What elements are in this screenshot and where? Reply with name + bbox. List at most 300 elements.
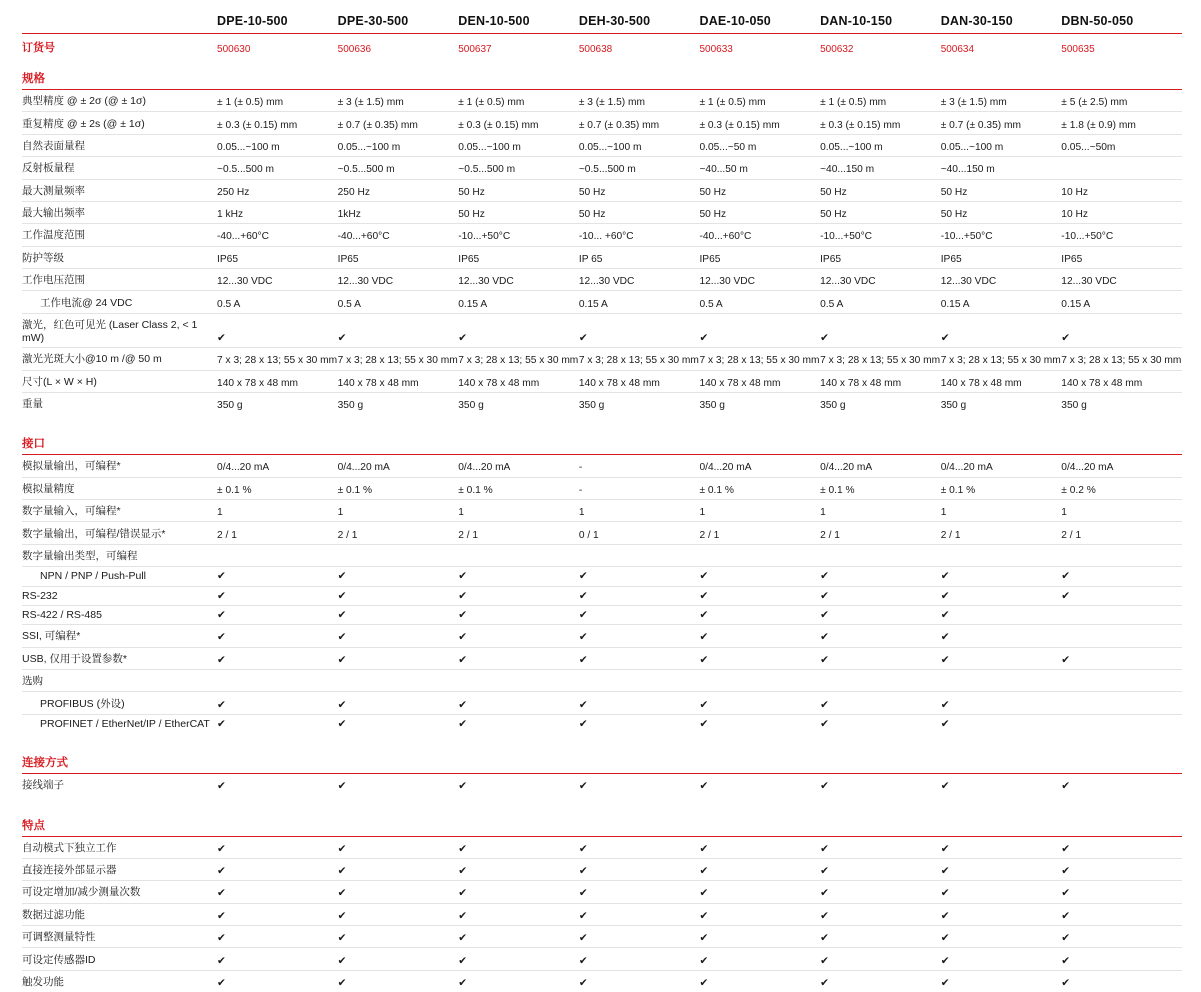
cell-value[interactable]: ± 0.3 (± 0.15) mm bbox=[458, 112, 579, 134]
cell-value[interactable]: 0 / 1 bbox=[579, 522, 700, 544]
cell-value[interactable] bbox=[941, 926, 1062, 948]
cell-value[interactable]: ± 0.1 % bbox=[217, 477, 338, 499]
cell-value[interactable] bbox=[217, 313, 338, 347]
row-label[interactable]: 直接连接外部显示器 bbox=[22, 858, 217, 880]
cell-value[interactable]: 140 x 78 x 48 mm bbox=[458, 370, 579, 392]
cell-value[interactable] bbox=[579, 903, 700, 925]
cell-value[interactable]: IP65 bbox=[699, 246, 820, 268]
column-header-model[interactable]: DEN-10-500 bbox=[458, 14, 579, 34]
cell-value[interactable] bbox=[820, 625, 941, 647]
cell-value[interactable]: 0.05...~100 m bbox=[217, 134, 338, 156]
cell-value[interactable] bbox=[941, 858, 1062, 880]
section-title[interactable]: 规格 bbox=[22, 61, 217, 90]
cell-value[interactable]: -10... +60°C bbox=[579, 224, 700, 246]
cell-value[interactable] bbox=[579, 948, 700, 970]
cell-value[interactable]: ± 1.8 (± 0.9) mm bbox=[1061, 112, 1182, 134]
cell-value[interactable] bbox=[1061, 313, 1182, 347]
order-number-value[interactable]: 500636 bbox=[337, 44, 372, 55]
cell-value[interactable]: 350 g bbox=[1061, 400, 1087, 412]
cell-value[interactable] bbox=[579, 692, 700, 714]
cell-value[interactable] bbox=[699, 836, 820, 858]
row-label[interactable]: 重复精度 @ ± 2s (@ ± 1σ) bbox=[22, 112, 217, 134]
section-header-filler[interactable] bbox=[579, 745, 700, 774]
cell-value[interactable] bbox=[820, 567, 941, 586]
cell-value[interactable] bbox=[338, 836, 459, 858]
cell-value[interactable]: ± 0.3 (± 0.15) mm bbox=[217, 112, 338, 134]
cell-value[interactable]: 7 x 3; 28 x 13; 55 x 30 mm bbox=[1061, 348, 1182, 370]
row-label[interactable]: 数据过滤功能 bbox=[22, 903, 217, 925]
row-label[interactable]: 数字量输出，可编程/错误显示* bbox=[22, 522, 217, 544]
cell-value[interactable]: IP 65 bbox=[579, 246, 700, 268]
cell-value[interactable]: 7 x 3; 28 x 13; 55 x 30 mm bbox=[579, 348, 700, 370]
cell-value[interactable] bbox=[820, 881, 941, 903]
section-header-filler[interactable] bbox=[941, 426, 1062, 455]
cell-value[interactable] bbox=[458, 903, 579, 925]
cell-value[interactable] bbox=[338, 970, 459, 992]
cell-value[interactable] bbox=[699, 881, 820, 903]
cell-value[interactable]: ~40...150 m bbox=[941, 157, 1062, 179]
cell-value[interactable]: 50 Hz bbox=[579, 201, 700, 223]
cell-value[interactable] bbox=[579, 774, 700, 796]
cell-value[interactable] bbox=[699, 774, 820, 796]
cell-value[interactable] bbox=[699, 586, 820, 605]
section-header-filler[interactable] bbox=[338, 808, 459, 837]
section-header-filler[interactable] bbox=[338, 745, 459, 774]
cell-value[interactable]: ± 0.1 % bbox=[338, 477, 459, 499]
cell-value[interactable] bbox=[338, 903, 459, 925]
cell-value[interactable] bbox=[941, 313, 1062, 347]
cell-value[interactable] bbox=[1061, 948, 1182, 970]
cell-value[interactable] bbox=[579, 544, 700, 566]
row-label[interactable]: 最大测量频率 bbox=[22, 179, 217, 201]
cell-value[interactable]: 0/4...20 mA bbox=[1061, 455, 1182, 477]
row-label[interactable]: 触发功能 bbox=[22, 975, 64, 988]
row-label[interactable]: PROFINET / EtherNet/IP / EtherCAT bbox=[40, 717, 210, 730]
cell-value[interactable]: 1 bbox=[699, 500, 820, 522]
cell-value[interactable]: ~40...50 m bbox=[699, 157, 820, 179]
cell-value[interactable] bbox=[338, 625, 459, 647]
cell-value[interactable] bbox=[1061, 858, 1182, 880]
cell-value[interactable] bbox=[338, 948, 459, 970]
row-label[interactable]: 典型精度 @ ± 2σ (@ ± 1σ) bbox=[22, 90, 217, 112]
cell-value[interactable]: 0/4...20 mA bbox=[699, 455, 820, 477]
cell-value[interactable] bbox=[941, 586, 1062, 605]
cell-value[interactable]: 50 Hz bbox=[579, 179, 700, 201]
row-label-order-number[interactable]: 订货号 bbox=[22, 42, 55, 54]
section-header-filler[interactable] bbox=[820, 808, 941, 837]
cell-value[interactable]: 12...30 VDC bbox=[579, 269, 700, 291]
cell-value[interactable]: 0/4...20 mA bbox=[820, 455, 941, 477]
cell-value[interactable]: 50 Hz bbox=[941, 201, 1062, 223]
cell-value[interactable] bbox=[338, 774, 459, 796]
cell-value[interactable] bbox=[458, 948, 579, 970]
cell-value[interactable]: 50 Hz bbox=[820, 179, 941, 201]
section-header-filler[interactable] bbox=[458, 808, 579, 837]
cell-value[interactable] bbox=[1061, 926, 1182, 948]
row-label[interactable]: 数字量输出类型，可编程 bbox=[22, 544, 217, 566]
cell-value[interactable]: 0.5 A bbox=[699, 291, 820, 313]
cell-value[interactable] bbox=[338, 670, 459, 692]
cell-value[interactable]: 50 Hz bbox=[699, 201, 820, 223]
cell-value[interactable] bbox=[699, 714, 820, 733]
cell-value[interactable] bbox=[820, 774, 941, 796]
cell-value[interactable]: - bbox=[579, 455, 700, 477]
cell-value[interactable]: 12...30 VDC bbox=[458, 269, 579, 291]
cell-value[interactable] bbox=[1061, 157, 1182, 179]
cell-value[interactable] bbox=[338, 567, 459, 586]
cell-value[interactable]: 12...30 VDC bbox=[699, 269, 820, 291]
cell-value[interactable]: 0.05...~100 m bbox=[941, 134, 1062, 156]
cell-value[interactable] bbox=[820, 714, 941, 733]
cell-value[interactable] bbox=[820, 836, 941, 858]
cell-value[interactable] bbox=[217, 692, 338, 714]
section-header-filler[interactable] bbox=[579, 61, 700, 90]
section-header-filler[interactable] bbox=[699, 745, 820, 774]
cell-value[interactable]: 1 kHz bbox=[217, 201, 338, 223]
cell-value[interactable]: 0.05...~100 m bbox=[579, 134, 700, 156]
cell-value[interactable]: 50 Hz bbox=[699, 179, 820, 201]
cell-value[interactable]: ± 1 (± 0.5) mm bbox=[820, 90, 941, 112]
cell-value[interactable] bbox=[458, 313, 579, 347]
cell-value[interactable]: - bbox=[579, 477, 700, 499]
row-label[interactable]: SSI, 可编程* bbox=[22, 625, 217, 647]
cell-value[interactable]: 10 Hz bbox=[1061, 179, 1182, 201]
cell-value[interactable]: -10...+50°C bbox=[820, 224, 941, 246]
cell-value[interactable]: IP65 bbox=[820, 246, 941, 268]
cell-value[interactable] bbox=[579, 970, 700, 992]
cell-value[interactable]: 350 g bbox=[820, 400, 846, 412]
cell-value[interactable] bbox=[820, 903, 941, 925]
cell-value[interactable] bbox=[1061, 692, 1182, 714]
cell-value[interactable] bbox=[579, 881, 700, 903]
cell-value[interactable] bbox=[699, 670, 820, 692]
cell-value[interactable] bbox=[941, 881, 1062, 903]
cell-value[interactable] bbox=[458, 647, 579, 669]
order-number-value[interactable]: 500632 bbox=[820, 44, 854, 55]
cell-value[interactable]: ± 0.1 % bbox=[820, 477, 941, 499]
cell-value[interactable] bbox=[820, 313, 941, 347]
cell-value[interactable]: ~0.5...500 m bbox=[338, 157, 459, 179]
row-label[interactable]: 可设定传感器ID bbox=[22, 948, 217, 970]
section-header-filler[interactable] bbox=[699, 426, 820, 455]
cell-value[interactable] bbox=[217, 858, 338, 880]
cell-value[interactable]: ~0.5...500 m bbox=[579, 157, 700, 179]
cell-value[interactable]: 12...30 VDC bbox=[217, 269, 338, 291]
section-header-filler[interactable] bbox=[579, 808, 700, 837]
cell-value[interactable] bbox=[458, 692, 579, 714]
cell-value[interactable] bbox=[820, 926, 941, 948]
cell-value[interactable] bbox=[699, 313, 820, 347]
cell-value[interactable] bbox=[458, 774, 579, 796]
cell-value[interactable] bbox=[941, 567, 1062, 586]
cell-value[interactable]: 12...30 VDC bbox=[338, 269, 459, 291]
cell-value[interactable]: IP65 bbox=[217, 246, 338, 268]
cell-value[interactable]: 2 / 1 bbox=[1061, 522, 1182, 544]
cell-value[interactable] bbox=[579, 858, 700, 880]
cell-value[interactable]: 12...30 VDC bbox=[1061, 269, 1182, 291]
cell-value[interactable] bbox=[579, 625, 700, 647]
cell-value[interactable] bbox=[941, 948, 1062, 970]
row-label[interactable]: 工作电压范围 bbox=[22, 269, 217, 291]
cell-value[interactable]: ± 0.1 % bbox=[458, 477, 579, 499]
cell-value[interactable] bbox=[458, 836, 579, 858]
cell-value[interactable] bbox=[941, 692, 1062, 714]
cell-value[interactable] bbox=[217, 714, 338, 733]
section-header-filler[interactable] bbox=[941, 745, 1062, 774]
cell-value[interactable]: 50 Hz bbox=[458, 179, 579, 201]
cell-value[interactable]: ± 0.1 % bbox=[699, 477, 820, 499]
cell-value[interactable]: ± 0.3 (± 0.15) mm bbox=[699, 112, 820, 134]
cell-value[interactable] bbox=[699, 948, 820, 970]
cell-value[interactable]: 7 x 3; 28 x 13; 55 x 30 mm bbox=[941, 348, 1062, 370]
cell-value[interactable]: ± 3 (± 1.5) mm bbox=[338, 90, 459, 112]
cell-value[interactable] bbox=[217, 625, 338, 647]
cell-value[interactable] bbox=[338, 881, 459, 903]
cell-value[interactable] bbox=[338, 858, 459, 880]
cell-value[interactable]: 2 / 1 bbox=[338, 522, 459, 544]
cell-value[interactable] bbox=[458, 926, 579, 948]
cell-value[interactable] bbox=[338, 544, 459, 566]
cell-value[interactable]: 2 / 1 bbox=[699, 522, 820, 544]
row-label[interactable]: 激光，红色可见光 (Laser Class 2, < 1 mW) bbox=[22, 313, 217, 347]
cell-value[interactable]: 0/4...20 mA bbox=[458, 455, 579, 477]
cell-value[interactable]: 0.5 A bbox=[338, 291, 459, 313]
column-header-model[interactable]: DPE-30-500 bbox=[338, 14, 459, 34]
cell-value[interactable] bbox=[579, 605, 700, 624]
cell-value[interactable] bbox=[941, 836, 1062, 858]
cell-value[interactable]: 0.15 A bbox=[458, 291, 579, 313]
cell-value[interactable]: -10...+50°C bbox=[458, 224, 579, 246]
cell-value[interactable] bbox=[579, 670, 700, 692]
cell-value[interactable] bbox=[820, 605, 941, 624]
cell-value[interactable]: 1 bbox=[458, 500, 579, 522]
cell-value[interactable]: 0.05...~100 m bbox=[820, 134, 941, 156]
cell-value[interactable]: ~0.5...500 m bbox=[458, 157, 579, 179]
row-label[interactable]: 自然表面量程 bbox=[22, 134, 217, 156]
cell-value[interactable] bbox=[458, 858, 579, 880]
cell-value[interactable] bbox=[941, 970, 1062, 992]
cell-value[interactable] bbox=[1061, 647, 1182, 669]
cell-value[interactable]: ± 0.3 (± 0.15) mm bbox=[820, 112, 941, 134]
cell-value[interactable]: -10...+50°C bbox=[941, 224, 1062, 246]
cell-value[interactable] bbox=[458, 544, 579, 566]
cell-value[interactable] bbox=[579, 567, 700, 586]
cell-value[interactable]: 0.05...~100 m bbox=[338, 134, 459, 156]
cell-value[interactable]: 50 Hz bbox=[820, 201, 941, 223]
cell-value[interactable] bbox=[1061, 774, 1182, 796]
cell-value[interactable]: 50 Hz bbox=[941, 179, 1062, 201]
cell-value[interactable] bbox=[458, 586, 579, 605]
cell-value[interactable]: -10...+50°C bbox=[1061, 224, 1182, 246]
row-label[interactable]: 最大输出频率 bbox=[22, 201, 217, 223]
cell-value[interactable] bbox=[458, 970, 579, 992]
section-title[interactable]: 特点 bbox=[22, 808, 217, 837]
section-header-filler[interactable] bbox=[458, 745, 579, 774]
cell-value[interactable] bbox=[458, 567, 579, 586]
cell-value[interactable]: 140 x 78 x 48 mm bbox=[217, 370, 338, 392]
column-header-model[interactable]: DEH-30-500 bbox=[579, 14, 700, 34]
cell-value[interactable] bbox=[820, 692, 941, 714]
cell-value[interactable]: 7 x 3; 28 x 13; 55 x 30 mm bbox=[820, 348, 941, 370]
cell-value[interactable] bbox=[1061, 836, 1182, 858]
cell-value[interactable]: ± 0.1 % bbox=[941, 477, 1062, 499]
cell-value[interactable]: 12...30 VDC bbox=[820, 269, 941, 291]
cell-value[interactable]: 10 Hz bbox=[1061, 201, 1182, 223]
row-label[interactable]: 接线端子 bbox=[22, 779, 64, 792]
cell-value[interactable] bbox=[217, 586, 338, 605]
cell-value[interactable] bbox=[1061, 881, 1182, 903]
cell-value[interactable]: 0.5 A bbox=[217, 291, 338, 313]
cell-value[interactable] bbox=[941, 670, 1062, 692]
section-header-filler[interactable] bbox=[820, 61, 941, 90]
cell-value[interactable]: 350 g bbox=[458, 400, 484, 412]
cell-value[interactable] bbox=[820, 948, 941, 970]
column-header-spec[interactable] bbox=[22, 14, 217, 34]
cell-value[interactable] bbox=[338, 692, 459, 714]
order-number-value[interactable]: 500637 bbox=[458, 44, 492, 55]
column-header-model[interactable]: DAE-10-050 bbox=[699, 14, 820, 34]
row-label[interactable]: 激光光斑大小@10 m /@ 50 m bbox=[22, 348, 217, 370]
cell-value[interactable] bbox=[217, 903, 338, 925]
cell-value[interactable]: 1 bbox=[579, 500, 700, 522]
cell-value[interactable]: 2 / 1 bbox=[820, 522, 941, 544]
cell-value[interactable]: 2 / 1 bbox=[217, 522, 338, 544]
order-number-value[interactable]: 500633 bbox=[699, 44, 733, 55]
cell-value[interactable] bbox=[458, 670, 579, 692]
cell-value[interactable] bbox=[1061, 970, 1182, 992]
cell-value[interactable] bbox=[1061, 670, 1182, 692]
cell-value[interactable] bbox=[1061, 567, 1182, 586]
cell-value[interactable] bbox=[699, 625, 820, 647]
order-number-value[interactable]: 500630 bbox=[217, 44, 251, 55]
cell-value[interactable]: 1 bbox=[820, 500, 941, 522]
cell-value[interactable] bbox=[338, 586, 459, 605]
section-header-filler[interactable] bbox=[458, 426, 579, 455]
cell-value[interactable] bbox=[217, 970, 338, 992]
section-header-filler[interactable] bbox=[1061, 426, 1182, 455]
section-header-filler[interactable] bbox=[820, 745, 941, 774]
cell-value[interactable] bbox=[941, 625, 1062, 647]
cell-value[interactable] bbox=[820, 586, 941, 605]
row-label[interactable]: 模拟量输出，可编程* bbox=[22, 455, 217, 477]
cell-value[interactable]: ~0.5...500 m bbox=[217, 157, 338, 179]
row-label[interactable]: 可设定增加/减少测量次数 bbox=[22, 881, 217, 903]
cell-value[interactable] bbox=[941, 605, 1062, 624]
section-header-filler[interactable] bbox=[699, 808, 820, 837]
row-label[interactable]: 反射板量程 bbox=[22, 157, 217, 179]
section-header-filler[interactable] bbox=[699, 61, 820, 90]
row-label[interactable]: 数字量输入，可编程* bbox=[22, 500, 217, 522]
section-header-filler[interactable] bbox=[217, 808, 338, 837]
cell-value[interactable]: 2 / 1 bbox=[458, 522, 579, 544]
row-label[interactable]: RS-232 bbox=[22, 586, 217, 605]
cell-value[interactable]: 7 x 3; 28 x 13; 55 x 30 mm bbox=[338, 348, 459, 370]
cell-value[interactable]: 1kHz bbox=[338, 201, 459, 223]
cell-value[interactable]: -40...+60°C bbox=[338, 224, 459, 246]
row-label[interactable]: 模拟量精度 bbox=[22, 477, 217, 499]
cell-value[interactable]: 350 g bbox=[699, 400, 725, 412]
cell-value[interactable]: 50 Hz bbox=[458, 201, 579, 223]
cell-value[interactable] bbox=[579, 836, 700, 858]
cell-value[interactable]: ± 0.7 (± 0.35) mm bbox=[579, 112, 700, 134]
row-label[interactable]: 选购 bbox=[22, 670, 217, 692]
section-header-filler[interactable] bbox=[458, 61, 579, 90]
cell-value[interactable] bbox=[217, 774, 338, 796]
section-header-filler[interactable] bbox=[820, 426, 941, 455]
cell-value[interactable]: IP65 bbox=[458, 246, 579, 268]
cell-value[interactable]: 0.15 A bbox=[1061, 291, 1182, 313]
cell-value[interactable] bbox=[458, 625, 579, 647]
cell-value[interactable] bbox=[458, 714, 579, 733]
cell-value[interactable]: 250 Hz bbox=[217, 179, 338, 201]
cell-value[interactable] bbox=[458, 605, 579, 624]
row-label[interactable]: 可调整测量特性 bbox=[22, 926, 217, 948]
cell-value[interactable]: 0.05...~50 m bbox=[699, 134, 820, 156]
cell-value[interactable]: 0.05...~50m bbox=[1061, 134, 1182, 156]
cell-value[interactable] bbox=[699, 970, 820, 992]
column-header-model[interactable]: DAN-30-150 bbox=[941, 14, 1062, 34]
order-number-value[interactable]: 500638 bbox=[578, 44, 613, 55]
cell-value[interactable]: ~40...150 m bbox=[820, 157, 941, 179]
cell-value[interactable]: -40...+60°C bbox=[699, 224, 820, 246]
cell-value[interactable] bbox=[217, 647, 338, 669]
row-label[interactable]: 防护等级 bbox=[22, 246, 217, 268]
cell-value[interactable] bbox=[941, 774, 1062, 796]
cell-value[interactable]: IP65 bbox=[1061, 246, 1182, 268]
cell-value[interactable] bbox=[579, 714, 700, 733]
row-label[interactable]: 工作温度范围 bbox=[22, 224, 217, 246]
cell-value[interactable] bbox=[941, 647, 1062, 669]
cell-value[interactable]: 140 x 78 x 48 mm bbox=[1061, 370, 1182, 392]
cell-value[interactable]: 140 x 78 x 48 mm bbox=[820, 370, 941, 392]
cell-value[interactable] bbox=[338, 714, 459, 733]
cell-value[interactable]: IP65 bbox=[941, 246, 1062, 268]
cell-value[interactable]: 0.15 A bbox=[579, 291, 700, 313]
cell-value[interactable]: -40...+60°C bbox=[217, 224, 338, 246]
row-label[interactable]: 工作电流@ 24 VDC bbox=[22, 291, 217, 313]
section-header-filler[interactable] bbox=[941, 808, 1062, 837]
cell-value[interactable] bbox=[699, 605, 820, 624]
row-label[interactable]: RS-422 / RS-485 bbox=[22, 605, 217, 624]
cell-value[interactable]: 0/4...20 mA bbox=[217, 455, 338, 477]
cell-value[interactable] bbox=[217, 544, 338, 566]
cell-value[interactable]: 12...30 VDC bbox=[941, 269, 1062, 291]
cell-value[interactable]: ± 1 (± 0.5) mm bbox=[217, 90, 338, 112]
cell-value[interactable]: IP65 bbox=[338, 246, 459, 268]
cell-value[interactable] bbox=[338, 313, 459, 347]
section-header-filler[interactable] bbox=[1061, 745, 1182, 774]
cell-value[interactable]: 7 x 3; 28 x 13; 55 x 30 mm bbox=[217, 348, 338, 370]
cell-value[interactable]: 350 g bbox=[940, 400, 967, 412]
cell-value[interactable] bbox=[1061, 605, 1182, 624]
cell-value[interactable]: 1 bbox=[217, 500, 338, 522]
section-header-filler[interactable] bbox=[217, 745, 338, 774]
row-label[interactable]: NPN / PNP / Push-Pull bbox=[22, 567, 217, 586]
cell-value[interactable]: 350 g bbox=[578, 400, 605, 412]
cell-value[interactable] bbox=[579, 586, 700, 605]
section-header-filler[interactable] bbox=[217, 61, 338, 90]
section-header-filler[interactable] bbox=[338, 426, 459, 455]
cell-value[interactable] bbox=[941, 544, 1062, 566]
cell-value[interactable] bbox=[820, 647, 941, 669]
row-label[interactable]: PROFIBUS (外设) bbox=[22, 692, 217, 714]
cell-value[interactable] bbox=[217, 926, 338, 948]
cell-value[interactable]: ± 0.2 % bbox=[1061, 477, 1182, 499]
cell-value[interactable] bbox=[217, 605, 338, 624]
cell-value[interactable]: 350 g bbox=[217, 400, 243, 412]
cell-value[interactable] bbox=[1061, 586, 1182, 605]
cell-value[interactable]: 0.05...~100 m bbox=[458, 134, 579, 156]
